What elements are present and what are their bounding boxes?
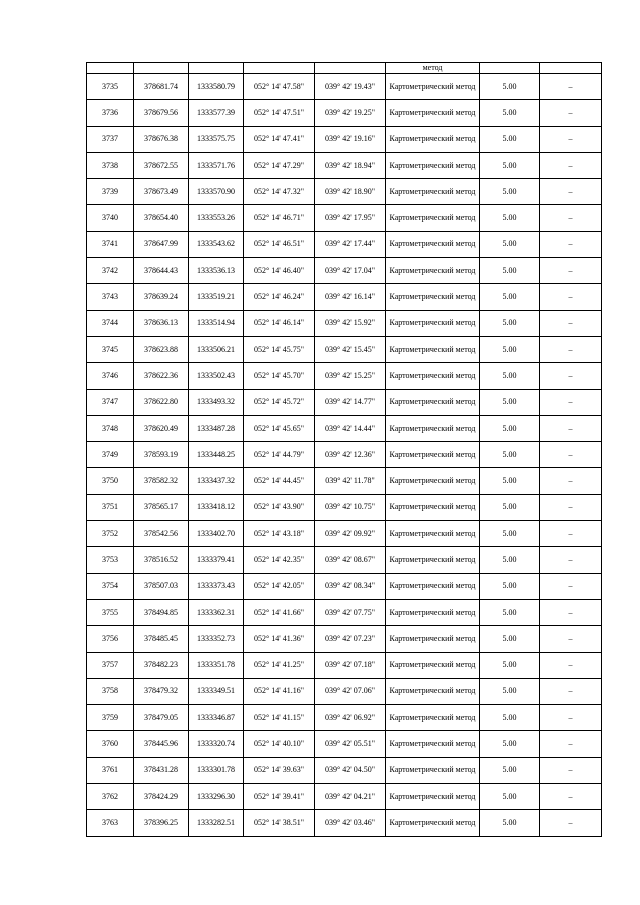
- cell-point-number: 3741: [87, 231, 134, 257]
- cell-longitude: 039° 42' 11.78": [315, 468, 386, 494]
- cell-accuracy: 5.00: [480, 599, 540, 625]
- cell-method: Картометрический метод: [386, 336, 480, 362]
- cell-accuracy: 5.00: [480, 626, 540, 652]
- cell-point-number: 3746: [87, 363, 134, 389]
- cell-longitude: 039° 42' 10.75": [315, 494, 386, 520]
- cell-method: Картометрический метод: [386, 389, 480, 415]
- cell-note: –: [540, 678, 602, 704]
- cell-method: Картометрический метод: [386, 626, 480, 652]
- cell-x-coordinate: 378494.85: [134, 599, 189, 625]
- cell-accuracy: 5.00: [480, 74, 540, 100]
- cell-latitude: 052° 14' 47.51": [244, 100, 315, 126]
- cell-y-coordinate: 1333580.79: [189, 74, 244, 100]
- cell-latitude: 052° 14' 45.65": [244, 415, 315, 441]
- cell-y-coordinate: 1333352.73: [189, 626, 244, 652]
- cell-point-number: 3752: [87, 521, 134, 547]
- cell-point-number: 3758: [87, 678, 134, 704]
- cell-note: –: [540, 284, 602, 310]
- cell-accuracy: 5.00: [480, 389, 540, 415]
- cell-lat: [244, 63, 315, 74]
- cell-longitude: 039° 42' 17.95": [315, 205, 386, 231]
- cell-x: [134, 63, 189, 74]
- cell-note: –: [540, 784, 602, 810]
- cell-latitude: 052° 14' 47.41": [244, 126, 315, 152]
- cell-point-number: 3744: [87, 310, 134, 336]
- cell-accuracy: 5.00: [480, 179, 540, 205]
- cell-y-coordinate: 1333487.28: [189, 415, 244, 441]
- cell-x-coordinate: 378516.52: [134, 547, 189, 573]
- cell-y-coordinate: 1333301.78: [189, 757, 244, 783]
- cell-note: –: [540, 258, 602, 284]
- cell-method: Картометрический метод: [386, 784, 480, 810]
- cell-latitude: 052° 14' 43.18": [244, 521, 315, 547]
- cell-latitude: 052° 14' 47.29": [244, 152, 315, 178]
- cell-x-coordinate: 378565.17: [134, 494, 189, 520]
- cell-latitude: 052° 14' 43.90": [244, 494, 315, 520]
- table-row: [87, 678, 602, 704]
- cell-point-number: 3735: [87, 74, 134, 100]
- cell-x-coordinate: 378593.19: [134, 442, 189, 468]
- table-row: [87, 74, 602, 100]
- cell-accuracy: 5.00: [480, 678, 540, 704]
- cell-x-coordinate: 378485.45: [134, 626, 189, 652]
- table-row: [87, 652, 602, 678]
- cell-latitude: 052° 14' 45.72": [244, 389, 315, 415]
- cell-point-number: 3738: [87, 152, 134, 178]
- cell-y-coordinate: 1333571.76: [189, 152, 244, 178]
- cell-y: [189, 63, 244, 74]
- table-row: [87, 626, 602, 652]
- cell-y-coordinate: 1333373.43: [189, 573, 244, 599]
- cell-note: –: [540, 442, 602, 468]
- cell-accuracy: 5.00: [480, 731, 540, 757]
- cell-longitude: 039° 42' 04.21": [315, 784, 386, 810]
- cell-latitude: 052° 14' 46.40": [244, 258, 315, 284]
- cell-method: Картометрический метод: [386, 599, 480, 625]
- cell-note: –: [540, 705, 602, 731]
- cell-x-coordinate: 378623.88: [134, 336, 189, 362]
- cell-note: –: [540, 389, 602, 415]
- cell-accuracy: 5.00: [480, 205, 540, 231]
- cell-point-number: 3748: [87, 415, 134, 441]
- cell-accuracy: 5.00: [480, 757, 540, 783]
- cell-accuracy: 5.00: [480, 705, 540, 731]
- cell-latitude: 052° 14' 38.51": [244, 810, 315, 836]
- cell-longitude: 039° 42' 15.25": [315, 363, 386, 389]
- cell-note: –: [540, 231, 602, 257]
- cell-point-number: 3760: [87, 731, 134, 757]
- cell-x-coordinate: 378681.74: [134, 74, 189, 100]
- cell-point-number: 3747: [87, 389, 134, 415]
- cell-longitude: 039° 42' 19.16": [315, 126, 386, 152]
- cell-longitude: 039° 42' 04.50": [315, 757, 386, 783]
- cell-note: –: [540, 494, 602, 520]
- cell-point-number: 3763: [87, 810, 134, 836]
- cell-point-number: 3743: [87, 284, 134, 310]
- cell-point-number: 3755: [87, 599, 134, 625]
- cell-x-coordinate: 378647.99: [134, 231, 189, 257]
- cell-longitude: 039° 42' 07.18": [315, 652, 386, 678]
- cell-x-coordinate: 378673.49: [134, 179, 189, 205]
- table-row: [87, 731, 602, 757]
- cell-y-coordinate: 1333570.90: [189, 179, 244, 205]
- cell-note: –: [540, 573, 602, 599]
- cell-x-coordinate: 378644.43: [134, 258, 189, 284]
- cell-y-coordinate: 1333502.43: [189, 363, 244, 389]
- table-row: [87, 547, 602, 573]
- table-row: [87, 100, 602, 126]
- cell-latitude: 052° 14' 41.36": [244, 626, 315, 652]
- cell-method: Картометрический метод: [386, 442, 480, 468]
- cell-x-coordinate: 378639.24: [134, 284, 189, 310]
- cell-y-coordinate: 1333575.75: [189, 126, 244, 152]
- cell-y-coordinate: 1333282.51: [189, 810, 244, 836]
- cell-method: Картометрический метод: [386, 415, 480, 441]
- cell-x-coordinate: 378445.96: [134, 731, 189, 757]
- cell-note: –: [540, 468, 602, 494]
- cell-accuracy: 5.00: [480, 231, 540, 257]
- cell-latitude: 052° 14' 46.14": [244, 310, 315, 336]
- cell-x-coordinate: 378482.23: [134, 652, 189, 678]
- cell-note: –: [540, 521, 602, 547]
- cell-y-coordinate: 1333577.39: [189, 100, 244, 126]
- cell-method: Картометрический метод: [386, 126, 480, 152]
- cell-latitude: 052° 14' 41.25": [244, 652, 315, 678]
- cell-y-coordinate: 1333519.21: [189, 284, 244, 310]
- cell-x-coordinate: 378507.03: [134, 573, 189, 599]
- cell-point-number: 3757: [87, 652, 134, 678]
- cell-method: Картометрический метод: [386, 731, 480, 757]
- cell-note: –: [540, 152, 602, 178]
- table-row-continuation: [87, 63, 602, 74]
- table-row: [87, 757, 602, 783]
- cell-y-coordinate: 1333514.94: [189, 310, 244, 336]
- cell-y-coordinate: 1333296.30: [189, 784, 244, 810]
- cell-point-number: 3745: [87, 336, 134, 362]
- cell-method: Картометрический метод: [386, 231, 480, 257]
- cell-note: –: [540, 652, 602, 678]
- cell-point-number: 3749: [87, 442, 134, 468]
- cell-note: –: [540, 415, 602, 441]
- cell-method: Картометрический метод: [386, 757, 480, 783]
- cell-note: –: [540, 757, 602, 783]
- table-row: [87, 389, 602, 415]
- cell-point-number: 3739: [87, 179, 134, 205]
- table-row: [87, 415, 602, 441]
- cell-accuracy: 5.00: [480, 521, 540, 547]
- cell-accuracy: 5.00: [480, 468, 540, 494]
- cell-note: –: [540, 599, 602, 625]
- cell-x-coordinate: 378676.38: [134, 126, 189, 152]
- cell-method: Картометрический метод: [386, 258, 480, 284]
- cell-method: Картометрический метод: [386, 494, 480, 520]
- cell-longitude: 039° 42' 16.14": [315, 284, 386, 310]
- table-row: [87, 284, 602, 310]
- cell-accuracy: [480, 63, 540, 74]
- cell-latitude: 052° 14' 42.05": [244, 573, 315, 599]
- cell-x-coordinate: 378672.55: [134, 152, 189, 178]
- cell-longitude: 039° 42' 15.45": [315, 336, 386, 362]
- coordinates-table: [86, 62, 602, 837]
- cell-latitude: 052° 14' 41.66": [244, 599, 315, 625]
- cell-point-number: 3751: [87, 494, 134, 520]
- cell-note: –: [540, 179, 602, 205]
- cell-y-coordinate: 1333553.26: [189, 205, 244, 231]
- cell-latitude: 052° 14' 46.24": [244, 284, 315, 310]
- cell-point-number: 3737: [87, 126, 134, 152]
- cell-longitude: 039° 42' 08.34": [315, 573, 386, 599]
- cell-accuracy: 5.00: [480, 284, 540, 310]
- cell-note: –: [540, 336, 602, 362]
- cell-point-number: 3736: [87, 100, 134, 126]
- table-row: [87, 810, 602, 836]
- cell-longitude: 039° 42' 14.77": [315, 389, 386, 415]
- cell-accuracy: 5.00: [480, 310, 540, 336]
- table-row: [87, 784, 602, 810]
- cell-accuracy: 5.00: [480, 784, 540, 810]
- cell-x-coordinate: 378479.32: [134, 678, 189, 704]
- cell-note: –: [540, 100, 602, 126]
- table-row: [87, 573, 602, 599]
- cell-longitude: 039° 42' 06.92": [315, 705, 386, 731]
- cell-x-coordinate: 378431.28: [134, 757, 189, 783]
- cell-point-number: 3756: [87, 626, 134, 652]
- cell-point-number: 3761: [87, 757, 134, 783]
- cell-method: Картометрический метод: [386, 310, 480, 336]
- cell-y-coordinate: 1333402.70: [189, 521, 244, 547]
- cell-accuracy: 5.00: [480, 152, 540, 178]
- cell-method: Картометрический метод: [386, 205, 480, 231]
- cell-note: [540, 63, 602, 74]
- cell-longitude: 039° 42' 05.51": [315, 731, 386, 757]
- table-row: [87, 494, 602, 520]
- table-row: [87, 231, 602, 257]
- cell-longitude: 039° 42' 12.36": [315, 442, 386, 468]
- cell-longitude: 039° 42' 07.75": [315, 599, 386, 625]
- table-row: [87, 205, 602, 231]
- cell-method: Картометрический метод: [386, 573, 480, 599]
- cell-accuracy: 5.00: [480, 547, 540, 573]
- table-row: [87, 705, 602, 731]
- cell-x-coordinate: 378424.29: [134, 784, 189, 810]
- table-row: [87, 258, 602, 284]
- cell-latitude: 052° 14' 46.51": [244, 231, 315, 257]
- cell-latitude: 052° 14' 47.58": [244, 74, 315, 100]
- cell-x-coordinate: 378622.80: [134, 389, 189, 415]
- cell-note: –: [540, 626, 602, 652]
- cell-method: Картометрический метод: [386, 810, 480, 836]
- cell-longitude: 039° 42' 18.94": [315, 152, 386, 178]
- cell-point-number: 3754: [87, 573, 134, 599]
- table-row: [87, 126, 602, 152]
- cell-accuracy: 5.00: [480, 652, 540, 678]
- cell-latitude: 052° 14' 42.35": [244, 547, 315, 573]
- cell-accuracy: 5.00: [480, 573, 540, 599]
- cell-longitude: 039° 42' 17.44": [315, 231, 386, 257]
- cell-y-coordinate: 1333493.32: [189, 389, 244, 415]
- cell-x-coordinate: 378396.25: [134, 810, 189, 836]
- cell-latitude: 052° 14' 45.70": [244, 363, 315, 389]
- table-row: [87, 442, 602, 468]
- table-row: [87, 521, 602, 547]
- cell-note: –: [540, 363, 602, 389]
- cell-x-coordinate: 378679.56: [134, 100, 189, 126]
- cell-latitude: 052° 14' 39.63": [244, 757, 315, 783]
- cell-note: –: [540, 126, 602, 152]
- table-row: [87, 152, 602, 178]
- cell-accuracy: 5.00: [480, 442, 540, 468]
- cell-x-coordinate: 378622.36: [134, 363, 189, 389]
- cell-longitude: 039° 42' 14.44": [315, 415, 386, 441]
- cell-latitude: 052° 14' 44.79": [244, 442, 315, 468]
- cell-method: Картометрический метод: [386, 179, 480, 205]
- cell-accuracy: 5.00: [480, 126, 540, 152]
- cell-longitude: 039° 42' 15.92": [315, 310, 386, 336]
- cell-method: Картометрический метод: [386, 74, 480, 100]
- cell-point-number: 3740: [87, 205, 134, 231]
- cell-note: –: [540, 731, 602, 757]
- cell-y-coordinate: 1333346.87: [189, 705, 244, 731]
- cell-y-coordinate: 1333320.74: [189, 731, 244, 757]
- cell-longitude: 039° 42' 18.90": [315, 179, 386, 205]
- cell-latitude: 052° 14' 41.15": [244, 705, 315, 731]
- cell-latitude: 052° 14' 41.16": [244, 678, 315, 704]
- cell-method: Картометрический метод: [386, 521, 480, 547]
- cell-method: Картометрический метод: [386, 152, 480, 178]
- table-row: [87, 336, 602, 362]
- cell-accuracy: 5.00: [480, 258, 540, 284]
- cell-method: Картометрический метод: [386, 363, 480, 389]
- cell-y-coordinate: 1333418.12: [189, 494, 244, 520]
- cell-x-coordinate: 378654.40: [134, 205, 189, 231]
- cell-y-coordinate: 1333506.21: [189, 336, 244, 362]
- cell-method: Картометрический метод: [386, 547, 480, 573]
- cell-method: Картометрический метод: [386, 284, 480, 310]
- cell-method: Картометрический метод: [386, 652, 480, 678]
- cell-latitude: 052° 14' 45.75": [244, 336, 315, 362]
- cell-longitude: 039° 42' 03.46": [315, 810, 386, 836]
- cell-note: –: [540, 74, 602, 100]
- cell-accuracy: 5.00: [480, 363, 540, 389]
- cell-method: Картометрический метод: [386, 100, 480, 126]
- cell-y-coordinate: 1333351.78: [189, 652, 244, 678]
- cell-y-coordinate: 1333379.41: [189, 547, 244, 573]
- cell-point-number: 3750: [87, 468, 134, 494]
- table-row: [87, 468, 602, 494]
- cell-y-coordinate: 1333349.51: [189, 678, 244, 704]
- table-body: [87, 63, 602, 837]
- table-row: [87, 363, 602, 389]
- cell-note: –: [540, 810, 602, 836]
- cell-method: метод: [386, 63, 480, 74]
- cell-longitude: 039° 42' 07.23": [315, 626, 386, 652]
- cell-point-number: 3759: [87, 705, 134, 731]
- cell-y-coordinate: 1333448.25: [189, 442, 244, 468]
- cell-x-coordinate: 378479.05: [134, 705, 189, 731]
- cell-accuracy: 5.00: [480, 336, 540, 362]
- table-row: [87, 179, 602, 205]
- cell-longitude: 039° 42' 19.25": [315, 100, 386, 126]
- cell-method: Картометрический метод: [386, 678, 480, 704]
- cell-method: Картометрический метод: [386, 705, 480, 731]
- cell-note: –: [540, 310, 602, 336]
- table-row: [87, 599, 602, 625]
- cell-latitude: 052° 14' 39.41": [244, 784, 315, 810]
- cell-accuracy: 5.00: [480, 494, 540, 520]
- table-row: [87, 310, 602, 336]
- cell-accuracy: 5.00: [480, 415, 540, 441]
- cell-latitude: 052° 14' 46.71": [244, 205, 315, 231]
- cell-longitude: 039° 42' 08.67": [315, 547, 386, 573]
- cell-x-coordinate: 378636.13: [134, 310, 189, 336]
- cell-longitude: 039° 42' 09.92": [315, 521, 386, 547]
- cell-longitude: 039° 42' 07.06": [315, 678, 386, 704]
- cell-y-coordinate: 1333437.32: [189, 468, 244, 494]
- cell-accuracy: 5.00: [480, 810, 540, 836]
- cell-latitude: 052° 14' 47.32": [244, 179, 315, 205]
- cell-x-coordinate: 378542.56: [134, 521, 189, 547]
- cell-accuracy: 5.00: [480, 100, 540, 126]
- cell-longitude: 039° 42' 17.04": [315, 258, 386, 284]
- cell-latitude: 052° 14' 40.10": [244, 731, 315, 757]
- cell-note: –: [540, 205, 602, 231]
- cell-num: [87, 63, 134, 74]
- cell-y-coordinate: 1333543.62: [189, 231, 244, 257]
- cell-point-number: 3742: [87, 258, 134, 284]
- cell-method: Картометрический метод: [386, 468, 480, 494]
- cell-point-number: 3762: [87, 784, 134, 810]
- cell-longitude: 039° 42' 19.43": [315, 74, 386, 100]
- cell-x-coordinate: 378620.49: [134, 415, 189, 441]
- cell-note: –: [540, 547, 602, 573]
- cell-latitude: 052° 14' 44.45": [244, 468, 315, 494]
- cell-lon: [315, 63, 386, 74]
- cell-point-number: 3753: [87, 547, 134, 573]
- cell-y-coordinate: 1333536.13: [189, 258, 244, 284]
- cell-y-coordinate: 1333362.31: [189, 599, 244, 625]
- cell-x-coordinate: 378582.32: [134, 468, 189, 494]
